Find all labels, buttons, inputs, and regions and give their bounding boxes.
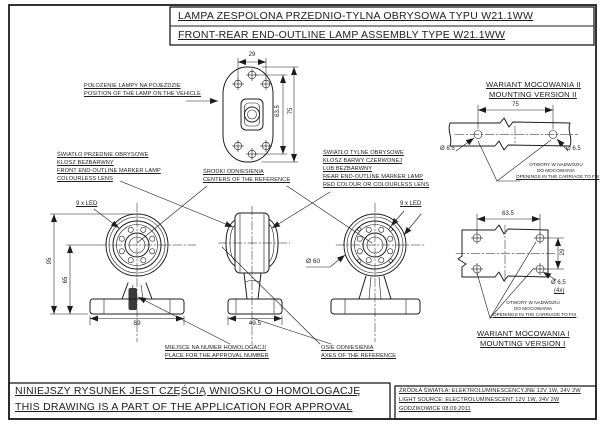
- dim-top-width: 29: [248, 52, 256, 58]
- mounting1-note-3: OPENINGS IN THE CARRIAGE TO FIX: [493, 312, 577, 317]
- dim-front-height: 95: [47, 257, 53, 265]
- mounting1-note: [493, 300, 577, 318]
- rear-lamp-note-1: ŚWIATŁO TYLNE OBRYSOWE: [323, 150, 404, 156]
- mounting2-note-2: DO MOCOWANIA: [536, 168, 576, 173]
- centers-note-pl: ŚRODKI ODNIESIENIA: [203, 169, 264, 175]
- mounting2-note-1: OTWORY W NADWOZIU: [529, 162, 583, 167]
- title-line-en: FRONT-REAR END-OUTLINE LAMP ASSEMBLY TYPE W21.1WW: [178, 29, 506, 41]
- mounting1-dim-width: 63.5: [502, 211, 514, 217]
- mounting1-note-1: OTWORY W NADWOZIU: [506, 300, 560, 305]
- dim-front-base: 89: [133, 320, 141, 327]
- dim-top-holes: 63.5: [275, 105, 281, 117]
- approval-place-note-pl: MIEJSCE NA NUMER HOMOLOGACJI: [165, 345, 267, 351]
- rear-view: [306, 203, 424, 342]
- vehicle-position-view: [186, 58, 298, 162]
- mounting2-title-pl: WARIANT MOCOWANIA II: [486, 80, 581, 89]
- dim-front-center: 65: [63, 276, 69, 284]
- approval-statement-en: THIS DRAWING IS A PART OF THE APPLICATION FOR APPROVAL: [15, 401, 353, 413]
- mounting1-title-pl: WARIANT MOCOWANIA I: [477, 329, 570, 338]
- approval-statement-pl: NINIEJSZY RYSUNEK JEST CZĘŚCIĄ WNIOSKU O HOMOLOGACJĘ: [15, 385, 361, 397]
- position-label-pl: POŁOŻENIE LAMPY NA POJEŹDZIE: [84, 83, 181, 89]
- rear-lamp-note-2: KLOSZ BARWY CZERWONEJ: [323, 158, 403, 164]
- mounting1-title-en: MOUNTING VERSION I: [480, 339, 566, 348]
- front-lamp-note-1: ŚWIATŁO PRZEDNIE OBRYSOWE: [57, 152, 149, 158]
- light-source-note-pl: ŹRÓDŁA ŚWIATŁA: ELEKTROLUMINESCENCYJNE 12V 1W, 24V 2W: [399, 388, 581, 394]
- led-count-front: 9 x LED: [76, 201, 98, 207]
- title-line-pl: LAMPA ZESPOLONA PRZEDNIO-TYLNA OBRYSOWA TYPU W21.1WW: [178, 10, 534, 22]
- dim-side-base: 49.5: [248, 320, 262, 327]
- rear-lamp-note-4: REAR END-OUTLINE MARKER LAMP: [323, 174, 424, 180]
- light-source-note-en: LIGHT SOURCE: ELECTROLUMINESCENT 12V 1W, 24V 2W: [399, 397, 560, 403]
- led-count-rear: 9 x LED: [400, 201, 422, 207]
- place-date-note: GODZIKOWICE 08.09.2011: [399, 406, 471, 412]
- mounting2-title-en: MOUNTING VERSION II: [489, 90, 577, 99]
- mounting2-hole-right-label: Ø 6.5: [566, 146, 581, 152]
- mounting2-note: [516, 162, 600, 180]
- mounting1-hole-label: Ø 6.5: [551, 280, 566, 286]
- mounting2-dim-span: 75: [512, 102, 519, 108]
- mounting1-hole-count: (4x): [554, 288, 565, 294]
- rear-lamp-note-5: RED COLOUR OR COLOURLESS LENS: [323, 182, 430, 188]
- front-lamp-note-2: KLOSZ BEZBARWNY: [57, 160, 114, 166]
- mounting1-note-2: DO MOCOWANIA: [513, 306, 553, 311]
- axes-note-en: AXES OF THE REFERENCE: [321, 353, 397, 359]
- front-lamp-note-4: COLOURLESS LENS: [57, 176, 113, 182]
- lens-diameter-label: Ø 60: [306, 258, 321, 265]
- axes-note-pl: OSIE ODNIESIENIA: [321, 345, 374, 351]
- mounting1-dim-height: 29: [560, 248, 566, 256]
- position-label-en: POSITION OF THE LAMP ON THE VEHICLE: [84, 91, 201, 97]
- centers-note-en: CENTERS OF THE REFERENCE: [203, 177, 291, 183]
- front-view: [50, 203, 196, 342]
- front-lamp-note-3: FRONT END-OUTLINE MARKER LAMP: [57, 168, 161, 174]
- mounting2-hole-left-label: Ø 6.5: [440, 146, 455, 152]
- dim-top-height: 75: [288, 107, 294, 115]
- mounting2-note-3: OPENINGS IN THE CARRIAGE TO FIX: [516, 174, 600, 179]
- approval-place-note-en: PLACE FOR THE APPROVAL NUMBER: [165, 353, 269, 359]
- rear-lamp-note-3: LUB BEZBARWNY: [323, 166, 373, 172]
